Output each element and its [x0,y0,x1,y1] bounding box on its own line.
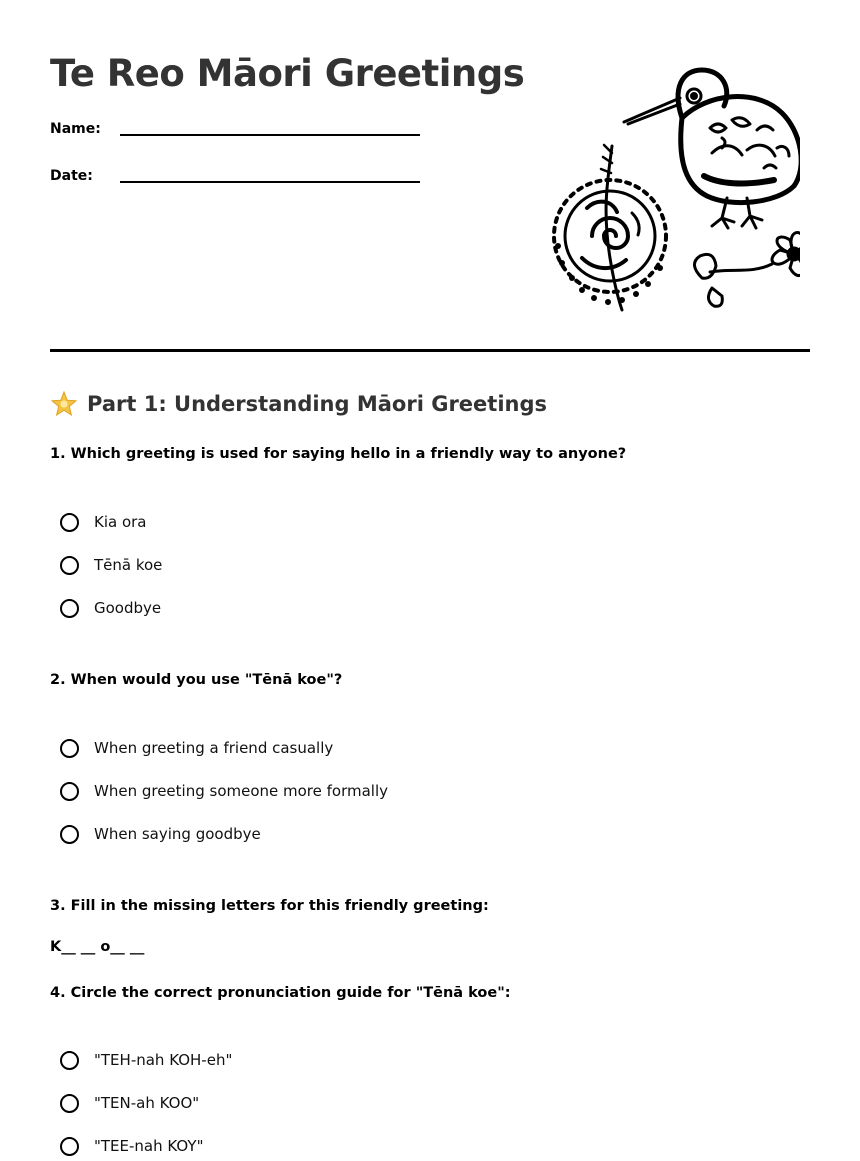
q1-option-1[interactable] [60,509,147,535]
option-label: When greeting someone more formally [94,782,389,800]
name-label: Name: [50,121,101,137]
option-label: "TEE-nah KOY" [94,1137,204,1155]
radio-button[interactable] [60,825,79,844]
radio-button[interactable] [60,599,79,618]
name-field[interactable] [50,121,430,151]
star-icon [50,390,78,418]
date-label: Date: [50,168,93,184]
date-field[interactable] [50,168,430,198]
q4-option-1[interactable] [60,1047,232,1073]
radio-button[interactable] [60,1137,79,1156]
option-label: "TEH-nah KOH-eh" [94,1051,233,1069]
q2-option-2[interactable] [60,778,388,804]
radio-button[interactable] [60,782,79,801]
name-input-line[interactable] [120,134,420,136]
q2-option-1[interactable] [60,735,333,761]
worksheet-title: Te Reo Māori Greetings [50,52,525,95]
fill-in-blank[interactable]: K__ __ o__ __ [50,939,145,955]
option-label: "TEN-ah KOO" [94,1094,200,1112]
question-4: 4. Circle the correct pronunciation guide for "Tēnā koe": [50,985,511,1001]
radio-button[interactable] [60,513,79,532]
question-2: 2. When would you use "Tēnā koe"? [50,672,343,688]
radio-button[interactable] [60,1051,79,1070]
option-label: Kia ora [94,513,147,531]
question-1: 1. Which greeting is used for saying hello in a friendly way to anyone? [50,446,627,462]
option-label: When greeting a friend casually [94,739,334,757]
worksheet-page [50,0,810,1161]
radio-button[interactable] [60,1094,79,1113]
q4-option-3[interactable] [60,1133,203,1159]
question-3: 3. Fill in the missing letters for this friendly greeting: [50,898,489,914]
radio-button[interactable] [60,739,79,758]
q1-option-3[interactable] [60,595,161,621]
q4-option-2[interactable] [60,1090,199,1116]
option-label: When saying goodbye [94,825,261,843]
kiwi-illustration [532,58,800,314]
option-label: Tēnā koe [94,556,163,574]
q2-option-3[interactable] [60,821,261,847]
part1-title: Part 1: Understanding Māori Greetings [87,392,548,416]
date-input-line[interactable] [120,181,420,183]
part1-heading [50,390,547,418]
header-divider [50,349,810,352]
q1-option-2[interactable] [60,552,162,578]
option-label: Goodbye [94,599,162,617]
radio-button[interactable] [60,556,79,575]
